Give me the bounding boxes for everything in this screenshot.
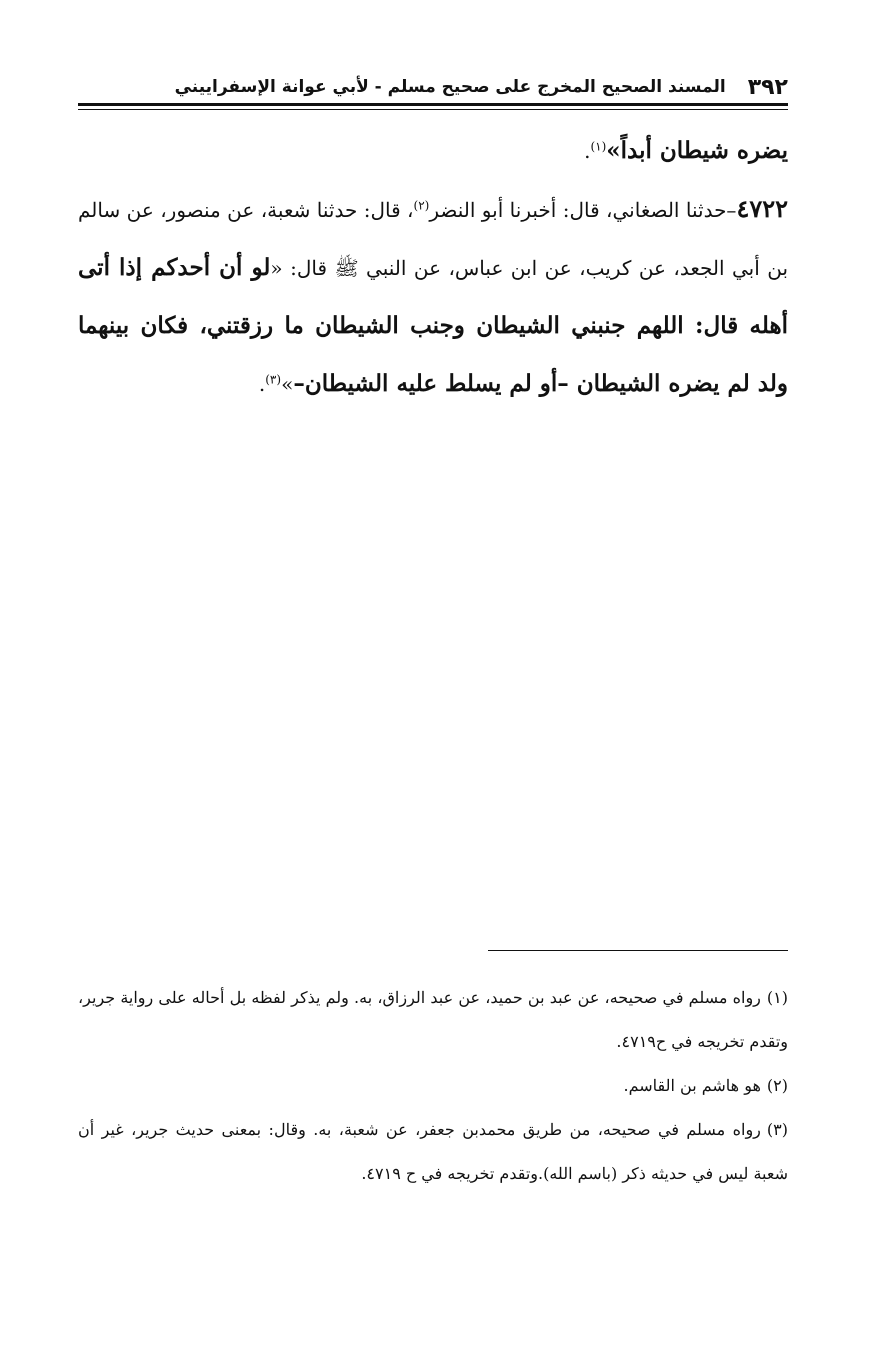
footnote-text: رواه مسلم في صحيحه، عن عبد بن حميد، عن عبد الرزاق، به. ولم يذكر لفظه بل أحاله على رواية جرير، وتقدم تخريجه في ح٤٧١٩. (78, 988, 788, 1051)
isnad-part-1: –حدثنا الصغاني، قال: أخبرنا أبو النضر (429, 198, 737, 222)
continuation-text: يضره شيطان أبداً» (606, 137, 788, 164)
main-text (78, 122, 788, 413)
footnote-ref-1: (١) (590, 139, 607, 154)
matn-close: » (281, 372, 294, 396)
continuation-end: . (584, 139, 591, 163)
hadith-number: ٤٧٢٢ (736, 194, 788, 223)
footnote-2 (78, 1064, 788, 1108)
matn-end: . (258, 372, 266, 396)
running-title: المسند الصحيح المخرج على صحيح مسلم - لأبي عوانة الإسفراييني (174, 77, 726, 97)
hadith-matn: لو أن أحدكم إذا أتى أهله قال: اللهم جنبني الشيطان وجنب الشيطان ما رزقتني، فكان بينهما ولد لم يضره الشيطان –أو لم يسلط عليه الشيطان– (78, 254, 788, 397)
hadith-paragraph (78, 180, 788, 413)
footnote-text: رواه مسلم في صحيحه، من طريق محمدبن جعفر، عن شعبة، به. وقال: بمعنى حديث جرير، غير أن شعبة ليس في حديثه ذكر (باسم الله).وتقدم تخريجه في ح ٤٧١٩. (78, 1120, 788, 1183)
page-header (78, 72, 788, 102)
footnote-separator (488, 950, 788, 951)
footnote-label: (٢) (766, 1076, 788, 1095)
header-rule-thin (78, 109, 788, 110)
footnote-label: (١) (766, 988, 788, 1007)
footnote-ref-3: (٣) (265, 372, 282, 387)
footnote-3 (78, 1108, 788, 1196)
footnote-1 (78, 976, 788, 1064)
footnotes (78, 976, 788, 1196)
header-rule-thick (78, 103, 788, 106)
page-number: ٣٩٢ (747, 74, 788, 100)
footnote-label: (٣) (766, 1120, 788, 1139)
footnote-ref-2: (٢) (413, 198, 430, 213)
continuation-line (78, 122, 788, 180)
isnad-part-2: ، قال: حدثنا شعبة، عن منصور، عن سالم بن أبي الجعد، عن كريب، عن ابن عباس، عن النبي ﷺ قال: « (78, 198, 789, 280)
footnote-text: هو هاشم بن القاسم. (623, 1076, 761, 1095)
